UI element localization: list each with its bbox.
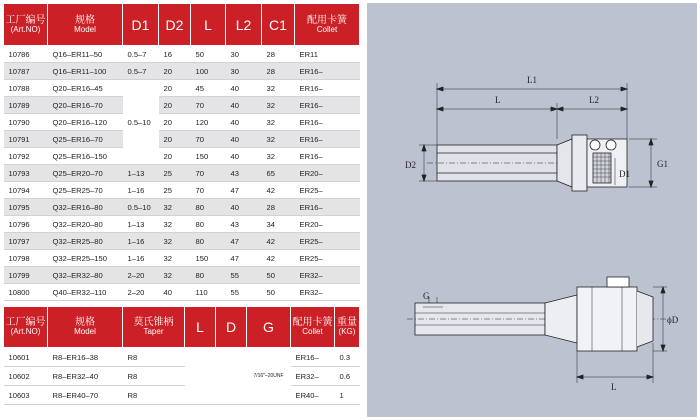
table-row [4,165,360,182]
table-cell: 47 [226,233,262,250]
column-header [48,4,123,46]
label-l: L [495,95,501,105]
table-cell: 40 [159,284,191,301]
table-row [4,131,360,148]
table-cell: Q25–ER16–150 [48,148,123,165]
label-d1: D1 [619,169,630,179]
technical-drawing [367,3,697,417]
table-row [4,250,360,267]
header-big: D1 [131,16,150,33]
table-cell: 32 [159,250,191,267]
table-cell: 42 [262,233,295,250]
table-cell: 55 [226,267,262,284]
table-cell: ER16– [291,348,335,367]
table-cell: ER25– [295,250,360,267]
table-cell: 80 [191,216,226,233]
table-cell: Q25–ER20–70 [48,165,123,182]
table-cell: 10602 [4,367,48,386]
table-cell: 150 [191,148,226,165]
table-cell: Q16–ER11–50 [48,46,123,63]
table-cell: 40 [226,114,262,131]
table-cell: 10792 [4,148,48,165]
table-cell: 47 [226,182,262,199]
header-big: D [225,319,237,335]
header-cn: 规格 [75,14,95,26]
table-cell: 28 [262,199,295,216]
table-cell: 1 [335,386,360,405]
table-cell: ER11 [295,46,360,63]
table-cell: ER16– [295,148,360,165]
table-cell: 10791 [4,131,48,148]
table-cell: 0.6 [335,367,360,386]
table-cell: 50 [262,284,295,301]
table-cell: 42 [262,250,295,267]
table-cell: ER16– [295,114,360,131]
table-cell: ER20– [295,165,360,182]
header-en: Model [74,24,96,34]
table-cell: 40 [226,148,262,165]
table-row [4,182,360,199]
technical-drawing-panel [367,3,697,417]
table-cell: Q16–ER11–100 [48,63,123,80]
table-row [4,63,360,80]
label-l-bottom: L [611,382,617,392]
table-cell: 10794 [4,182,48,199]
table-cell: 10796 [4,216,48,233]
table-cell: Q32–ER25–80 [48,233,123,250]
table-cell: 45 [191,80,226,97]
table-row [4,284,360,301]
label-l2: L2 [589,95,599,105]
table-row [4,114,360,131]
table-cell: Q40–ER32–110 [48,284,123,301]
label-g: G [423,291,430,301]
table-cell: Q20–ER16–70 [48,97,123,114]
column-header [185,307,216,348]
table-cell: 1–16 [123,182,159,199]
column-header [295,4,360,46]
header-en: (KG) [338,327,356,336]
table-cell: 1–16 [123,250,159,267]
header-cn: 配用卡簧 [292,317,333,328]
header-big: C1 [269,16,287,33]
table-cell: 80 [191,267,226,284]
header-cn: 工厂编号 [5,317,46,328]
label-l1: L1 [527,75,537,85]
table-cell: 10603 [4,386,48,405]
table-cell: ER16– [295,97,360,114]
table-cell: 0.5–10 [123,80,159,165]
table-cell: Q25–ER16–70 [48,131,123,148]
label-d2: D2 [405,160,416,170]
table-cell [216,348,247,405]
table-cell: 10793 [4,165,48,182]
table-row [4,46,360,63]
table-cell: R8 [123,367,185,386]
column-header [191,4,226,46]
table-cell: 1–13 [123,216,159,233]
table-cell: 80 [191,233,226,250]
table-cell: 50 [191,46,226,63]
table-cell: ER16– [295,131,360,148]
table-cell: 65 [262,165,295,182]
table-cell: R8 [123,386,185,405]
header-cn: 重量 [337,317,357,328]
header-en: Taper [143,327,164,336]
header-cn: 莫氏锥柄 [133,317,174,328]
table-cell: 1–13 [123,165,159,182]
table-cell: 20 [159,114,191,131]
table-cell: 20 [159,80,191,97]
table-cell: 32 [262,80,295,97]
table-cell: 110 [191,284,226,301]
table-cell: ER32– [295,284,360,301]
table-cell: R8–ER16–38 [48,348,123,367]
table-cell: 25 [159,182,191,199]
table-row [4,148,360,165]
table-cell: 40 [226,97,262,114]
table-cell: 20 [159,131,191,148]
column-header [159,4,191,46]
table-cell: ER32– [295,267,360,284]
table-cell: Q32–ER20–80 [48,216,123,233]
table-cell: 20 [159,97,191,114]
table-cell: R8–ER40–70 [48,386,123,405]
table-cell: 2–20 [123,267,159,284]
table-cell: 32 [262,114,295,131]
table-cell: 10790 [4,114,48,131]
table-cell: 0.5–10 [123,199,159,216]
table-cell: 0.5–7 [123,46,159,63]
table-cell: Q32–ER25–150 [48,250,123,267]
table-cell: 55 [226,284,262,301]
table-cell: 34 [262,216,295,233]
table-cell: R8 [123,348,185,367]
table-cell: 150 [191,250,226,267]
table-cell: Q32–ER32–80 [48,267,123,284]
header-big: L2 [235,16,252,33]
table-cell: 16 [159,46,191,63]
table-cell: 30 [226,63,262,80]
table-cell: ER20– [295,216,360,233]
header-cn: 工厂编号 [5,14,46,26]
table-cell: 120 [191,114,226,131]
table-cell: 20 [159,63,191,80]
r8-shank-chuck-drawing [407,277,667,383]
table-cell [185,348,216,405]
table-row [4,386,360,405]
table-cell: ER40– [291,386,335,405]
table-cell: 10797 [4,233,48,250]
table-cell: Q20–ER16–120 [48,114,123,131]
table-cell: 40 [226,80,262,97]
table-cell: 70 [191,182,226,199]
table-cell: 10795 [4,199,48,216]
table-row [4,199,360,216]
table-cell: 10789 [4,97,48,114]
table-cell: ER25– [295,233,360,250]
table-cell: 7/16"–20UNF [247,348,291,405]
er-collet-chuck-table [3,3,360,301]
table-row [4,348,360,367]
table-cell: 32 [262,97,295,114]
table-cell: 100 [191,63,226,80]
table-cell: Q20–ER16–45 [48,80,123,97]
table-row [4,80,360,97]
table-cell: 10601 [4,348,48,367]
header-en: (Art.NO) [10,327,41,336]
table-cell: 32 [159,199,191,216]
table-cell: 20 [159,148,191,165]
table-cell: 10788 [4,80,48,97]
header-big: L [204,16,212,33]
table-cell: 28 [262,46,295,63]
table-row [4,267,360,284]
table-cell: 10786 [4,46,48,63]
label-phi-d: ϕD [667,315,679,325]
table-cell: 0.5–7 [123,63,159,80]
header-en: Model [74,327,96,336]
table-cell: 1–16 [123,233,159,250]
table-cell: 42 [262,182,295,199]
spec-tables [3,3,359,405]
column-header [247,307,291,348]
header-en: Collet [316,24,338,34]
column-header [4,307,48,348]
table-cell: 40 [226,199,262,216]
table-cell: 80 [191,199,226,216]
header-en: (Art.NO) [10,24,41,34]
table-cell: 70 [191,131,226,148]
column-header [216,307,247,348]
header-big: D2 [165,16,184,33]
header-big: G [263,319,274,335]
table-cell: ER16– [295,199,360,216]
header-en: Collet [302,327,323,336]
column-header [291,307,335,348]
table-cell: 32 [159,233,191,250]
table-cell: 43 [226,216,262,233]
table-header-row [4,307,360,348]
table-cell: 40 [226,131,262,148]
table-cell: 32 [262,131,295,148]
table-row [4,367,360,386]
column-header [226,4,262,46]
column-header [262,4,295,46]
table-cell: 25 [159,165,191,182]
table-cell: 32 [159,216,191,233]
table-cell: ER16– [295,80,360,97]
table-cell: 43 [226,165,262,182]
table-header-row [4,4,360,46]
table-cell: 10798 [4,250,48,267]
table-cell: ER16– [295,63,360,80]
column-header [48,307,123,348]
table-cell: 10800 [4,284,48,301]
table-cell: Q25–ER25–70 [48,182,123,199]
table-cell: 47 [226,250,262,267]
header-cn: 配用卡簧 [307,14,347,26]
table-cell: 2–20 [123,284,159,301]
table-cell: 30 [226,46,262,63]
column-header [123,307,185,348]
table-cell: 32 [159,267,191,284]
header-cn: 规格 [75,317,95,328]
table-cell: 70 [191,97,226,114]
table-cell: Q32–ER16–80 [48,199,123,216]
table-row [4,216,360,233]
table-cell: R8–ER32–40 [48,367,123,386]
column-header [4,4,48,46]
table-cell: 10787 [4,63,48,80]
header-big: L [196,319,204,335]
table-cell: ER32– [291,367,335,386]
column-header [335,307,360,348]
r8-collet-chuck-table [3,306,360,405]
table-cell: 70 [191,165,226,182]
table-cell: 10799 [4,267,48,284]
table-cell: 32 [262,148,295,165]
table-row [4,97,360,114]
table-cell: 28 [262,63,295,80]
table-cell: 0.3 [335,348,360,367]
column-header [123,4,159,46]
table-row [4,233,360,250]
label-g1: G1 [657,159,668,169]
table-cell: 50 [262,267,295,284]
table-cell: ER25– [295,182,360,199]
